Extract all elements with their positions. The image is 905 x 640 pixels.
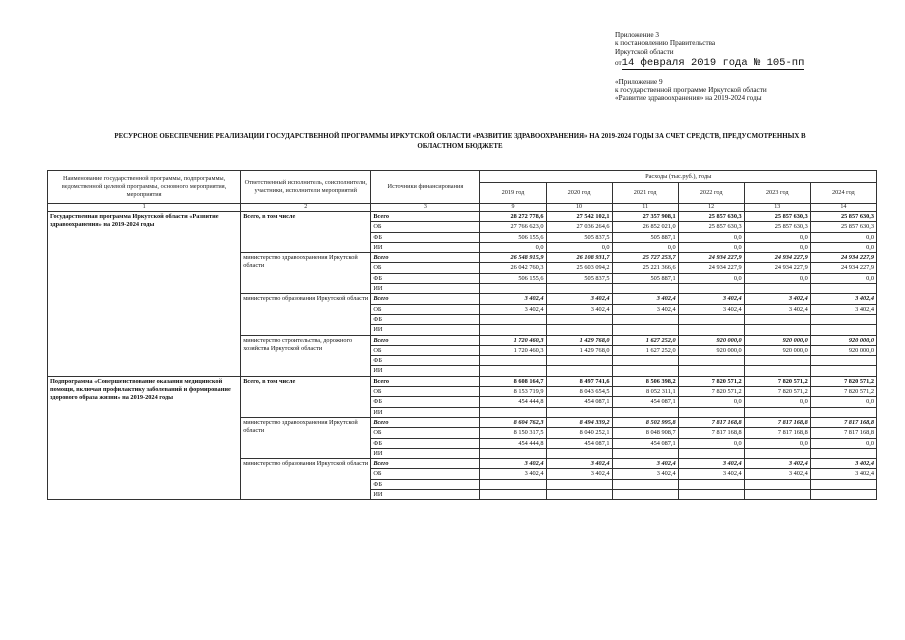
- source-cell: ИИ: [371, 284, 480, 294]
- amount-cell: 7 817 168,8: [744, 428, 810, 438]
- source-cell: ИИ: [371, 325, 480, 335]
- amount-cell: [546, 356, 612, 366]
- amount-cell: 8 604 762,3: [480, 417, 546, 427]
- header-expenses: Расходы (тыс.руб.), годы: [480, 171, 877, 183]
- amount-cell: 454 087,1: [546, 397, 612, 407]
- amount-cell: 26 548 915,9: [480, 253, 546, 263]
- amount-cell: 3 402,4: [480, 459, 546, 469]
- amount-cell: 3 402,4: [480, 469, 546, 479]
- amount-cell: [546, 314, 612, 324]
- amount-cell: [678, 314, 744, 324]
- source-cell: Всего: [371, 294, 480, 304]
- amount-cell: 7 820 571,2: [678, 376, 744, 386]
- program-name-cell: Государственная программа Иркутской области «Развитие здравоохранения» на 2019-2024 годы: [48, 212, 241, 377]
- amount-cell: 454 087,1: [612, 397, 678, 407]
- header-number: 13: [744, 204, 810, 212]
- amount-cell: 8 040 252,1: [546, 428, 612, 438]
- source-cell: Всего: [371, 212, 480, 222]
- amount-cell: 28 272 778,6: [480, 212, 546, 222]
- amount-cell: 3 402,4: [546, 294, 612, 304]
- amount-cell: 3 402,4: [612, 459, 678, 469]
- header-year: 2023 год: [744, 183, 810, 204]
- amount-cell: [612, 479, 678, 489]
- amount-cell: 3 402,4: [810, 469, 876, 479]
- amount-cell: [678, 448, 744, 458]
- amount-cell: [678, 407, 744, 417]
- header-number: 3: [371, 204, 480, 212]
- amount-cell: 505 887,1: [612, 273, 678, 283]
- amount-cell: 506 155,6: [480, 273, 546, 283]
- source-cell: ОБ: [371, 428, 480, 438]
- amount-cell: 3 402,4: [810, 459, 876, 469]
- amount-cell: 25 857 630,3: [810, 222, 876, 232]
- amount-cell: [480, 366, 546, 376]
- source-cell: ФБ: [371, 273, 480, 283]
- amount-cell: 24 934 227,9: [678, 263, 744, 273]
- header-year: 2019 год: [480, 183, 546, 204]
- amount-cell: [480, 325, 546, 335]
- amount-cell: 1 627 252,0: [612, 335, 678, 345]
- source-cell: ФБ: [371, 232, 480, 242]
- amount-cell: [480, 407, 546, 417]
- source-cell: ОБ: [371, 222, 480, 232]
- amount-cell: 25 857 630,3: [744, 212, 810, 222]
- amount-cell: [678, 490, 744, 500]
- amount-cell: 3 402,4: [612, 469, 678, 479]
- executor-cell: министерство здравоохранения Иркутской области: [241, 417, 371, 458]
- executor-cell: министерство строительства, дорожного хозяйства Иркутской области: [241, 335, 371, 376]
- amount-cell: [546, 490, 612, 500]
- table-row: [48, 376, 877, 386]
- amount-cell: 0,0: [678, 232, 744, 242]
- amount-cell: 0,0: [810, 397, 876, 407]
- amount-cell: 24 934 227,9: [744, 263, 810, 273]
- amount-cell: 3 402,4: [810, 304, 876, 314]
- amount-cell: [546, 366, 612, 376]
- amount-cell: 24 934 227,9: [810, 253, 876, 263]
- amount-cell: 3 402,4: [480, 304, 546, 314]
- amount-cell: 7 817 168,8: [678, 417, 744, 427]
- amount-cell: 25 857 630,3: [678, 212, 744, 222]
- header-year: 2021 год: [612, 183, 678, 204]
- amount-cell: [744, 284, 810, 294]
- amount-cell: [744, 366, 810, 376]
- amount-cell: 0,0: [810, 232, 876, 242]
- amount-cell: 0,0: [744, 273, 810, 283]
- amount-cell: 3 402,4: [480, 294, 546, 304]
- amount-cell: 920 000,0: [744, 345, 810, 355]
- amount-cell: 7 820 571,2: [744, 376, 810, 386]
- amount-cell: 3 402,4: [744, 294, 810, 304]
- resolution-label: к постановлению Правительства: [615, 39, 716, 48]
- amount-cell: [612, 356, 678, 366]
- amount-cell: 1 720 460,3: [480, 345, 546, 355]
- amount-cell: [744, 356, 810, 366]
- source-cell: Всего: [371, 253, 480, 263]
- program-name-label: «Развитие здравоохранения» на 2019-2024 годы: [615, 94, 762, 103]
- amount-cell: 506 155,6: [480, 232, 546, 242]
- amount-cell: 8 043 654,5: [546, 387, 612, 397]
- amount-cell: 24 934 227,9: [744, 253, 810, 263]
- amount-cell: [810, 407, 876, 417]
- amount-cell: [744, 314, 810, 324]
- source-cell: ИИ: [371, 448, 480, 458]
- source-cell: ФБ: [371, 356, 480, 366]
- amount-cell: 8 494 339,2: [546, 417, 612, 427]
- amount-cell: 920 000,0: [810, 335, 876, 345]
- amount-cell: 920 000,0: [810, 345, 876, 355]
- amount-cell: 27 357 908,1: [612, 212, 678, 222]
- amount-cell: 26 852 021,0: [612, 222, 678, 232]
- amount-cell: 7 820 571,2: [744, 387, 810, 397]
- appendix-label: Приложение 3: [615, 31, 659, 39]
- amount-cell: 3 402,4: [678, 304, 744, 314]
- amount-cell: [480, 479, 546, 489]
- header-year: 2020 год: [546, 183, 612, 204]
- amount-cell: [612, 325, 678, 335]
- amount-cell: 454 087,1: [612, 438, 678, 448]
- amount-cell: 0,0: [810, 242, 876, 252]
- amount-cell: [612, 407, 678, 417]
- amount-cell: [480, 490, 546, 500]
- executor-cell: министерство образования Иркутской области: [241, 459, 371, 500]
- amount-cell: 0,0: [678, 397, 744, 407]
- source-cell: ОБ: [371, 304, 480, 314]
- amount-cell: 7 817 168,8: [810, 417, 876, 427]
- amount-cell: 0,0: [744, 438, 810, 448]
- amount-cell: [546, 407, 612, 417]
- amount-cell: 0,0: [744, 397, 810, 407]
- header-number: 12: [678, 204, 744, 212]
- amount-cell: 3 402,4: [678, 469, 744, 479]
- amount-cell: [612, 314, 678, 324]
- order-prefix: от: [615, 58, 622, 67]
- amount-cell: [546, 325, 612, 335]
- source-cell: Всего: [371, 459, 480, 469]
- amount-cell: 3 402,4: [546, 469, 612, 479]
- header-number: 11: [612, 204, 678, 212]
- amount-cell: [546, 284, 612, 294]
- amount-cell: [810, 366, 876, 376]
- amount-cell: [546, 479, 612, 489]
- source-cell: Всего: [371, 376, 480, 386]
- amount-cell: 3 402,4: [678, 459, 744, 469]
- amount-cell: [612, 284, 678, 294]
- header-number: 9: [480, 204, 546, 212]
- header-number: 14: [810, 204, 876, 212]
- amount-cell: [612, 490, 678, 500]
- source-cell: Всего: [371, 417, 480, 427]
- executor-cell: министерство здравоохранения Иркутской области: [241, 253, 371, 294]
- amount-cell: [810, 479, 876, 489]
- amount-cell: 0,0: [612, 242, 678, 252]
- amount-cell: [810, 314, 876, 324]
- amount-cell: 26 108 931,7: [546, 253, 612, 263]
- amount-cell: [546, 448, 612, 458]
- amount-cell: 3 402,4: [678, 294, 744, 304]
- amount-cell: 7 820 571,2: [810, 387, 876, 397]
- amount-cell: 0,0: [810, 273, 876, 283]
- amount-cell: 8 153 719,9: [480, 387, 546, 397]
- amount-cell: [744, 448, 810, 458]
- amount-cell: 0,0: [810, 438, 876, 448]
- source-cell: ОБ: [371, 469, 480, 479]
- amount-cell: 454 444,8: [480, 438, 546, 448]
- amount-cell: 505 887,1: [612, 232, 678, 242]
- header-number: 10: [546, 204, 612, 212]
- header-number: 2: [241, 204, 371, 212]
- source-cell: ОБ: [371, 387, 480, 397]
- amount-cell: [810, 490, 876, 500]
- amount-cell: 27 036 264,6: [546, 222, 612, 232]
- amount-cell: 3 402,4: [546, 304, 612, 314]
- header-col-executor: Ответственный исполнитель, соисполнители, участники, исполнители мероприятий: [241, 171, 371, 204]
- amount-cell: 0,0: [678, 242, 744, 252]
- amount-cell: [810, 325, 876, 335]
- amount-cell: 8 506 398,2: [612, 376, 678, 386]
- amount-cell: 8 150 317,5: [480, 428, 546, 438]
- amount-cell: 25 857 630,3: [678, 222, 744, 232]
- amount-cell: [744, 407, 810, 417]
- amount-cell: 27 766 623,0: [480, 222, 546, 232]
- header-year: 2022 год: [678, 183, 744, 204]
- table-row: [48, 212, 877, 222]
- amount-cell: 8 052 311,1: [612, 387, 678, 397]
- amount-cell: 3 402,4: [744, 459, 810, 469]
- amount-cell: 8 048 908,7: [612, 428, 678, 438]
- source-cell: ИИ: [371, 490, 480, 500]
- program-ref-label: к государственной программе Иркутской области: [615, 86, 767, 95]
- amount-cell: [744, 325, 810, 335]
- header-year: 2024 год: [810, 183, 876, 204]
- amount-cell: 25 221 366,6: [612, 263, 678, 273]
- amount-cell: 505 837,5: [546, 232, 612, 242]
- source-cell: ОБ: [371, 263, 480, 273]
- amount-cell: 25 603 094,2: [546, 263, 612, 273]
- amount-cell: 0,0: [744, 232, 810, 242]
- amount-cell: 8 502 995,8: [612, 417, 678, 427]
- amount-cell: 920 000,0: [678, 345, 744, 355]
- amount-cell: 3 402,4: [744, 304, 810, 314]
- amount-cell: [810, 284, 876, 294]
- amount-cell: [678, 284, 744, 294]
- amount-cell: [810, 448, 876, 458]
- amount-cell: 8 608 164,7: [480, 376, 546, 386]
- amount-cell: 1 429 768,0: [546, 345, 612, 355]
- header-col-name: Наименование государственной программы, подпрограммы, ведомственной целевой программы, основного мероприятия, мероприятия: [48, 171, 241, 204]
- amount-cell: [612, 448, 678, 458]
- amount-cell: [678, 325, 744, 335]
- amount-cell: 0,0: [546, 242, 612, 252]
- order-handwritten: 14 февраля 2019 года № 105-пп: [621, 56, 805, 69]
- program-name-cell: Подпрограмма «Совершенствование оказания медицинской помощи, включая профилактику заболеваний и формирование здорового образа жизни» на 2019-2024 годы: [48, 376, 241, 500]
- amount-cell: 1 720 460,3: [480, 335, 546, 345]
- amount-cell: 7 817 168,8: [744, 417, 810, 427]
- executor-cell: Всего, в том числе: [241, 376, 371, 417]
- source-cell: ФБ: [371, 314, 480, 324]
- source-cell: ФБ: [371, 397, 480, 407]
- amount-cell: [480, 314, 546, 324]
- amount-cell: [678, 356, 744, 366]
- amount-cell: 3 402,4: [546, 459, 612, 469]
- amount-cell: 3 402,4: [612, 304, 678, 314]
- amount-cell: [744, 490, 810, 500]
- amount-cell: 920 000,0: [744, 335, 810, 345]
- amount-cell: 3 402,4: [810, 294, 876, 304]
- amount-cell: 7 820 571,2: [678, 387, 744, 397]
- amount-cell: 3 402,4: [612, 294, 678, 304]
- amount-cell: 25 857 630,3: [744, 222, 810, 232]
- amount-cell: 1 627 252,0: [612, 345, 678, 355]
- amount-cell: 7 820 571,2: [810, 376, 876, 386]
- amount-cell: 7 817 168,8: [678, 428, 744, 438]
- amount-cell: 0,0: [744, 242, 810, 252]
- amount-cell: 0,0: [678, 273, 744, 283]
- amount-cell: 454 444,8: [480, 397, 546, 407]
- source-cell: ФБ: [371, 438, 480, 448]
- amount-cell: [678, 479, 744, 489]
- source-cell: ИИ: [371, 242, 480, 252]
- order-line: [615, 57, 885, 69]
- source-cell: ИИ: [371, 407, 480, 417]
- table-body: [48, 212, 877, 500]
- amount-cell: 25 857 630,3: [810, 212, 876, 222]
- amount-cell: [678, 366, 744, 376]
- amount-cell: 24 934 227,9: [810, 263, 876, 273]
- source-cell: Всего: [371, 335, 480, 345]
- amount-cell: 1 429 768,0: [546, 335, 612, 345]
- amount-cell: [480, 448, 546, 458]
- appendix9-label: «Приложение 9: [615, 77, 663, 86]
- amount-cell: 7 817 168,8: [810, 428, 876, 438]
- executor-cell: Всего, в том числе: [241, 212, 371, 253]
- amount-cell: [810, 356, 876, 366]
- amount-cell: 0,0: [678, 438, 744, 448]
- amount-cell: [480, 356, 546, 366]
- source-cell: ОБ: [371, 345, 480, 355]
- executor-cell: министерство образования Иркутской области: [241, 294, 371, 335]
- amount-cell: 26 042 760,3: [480, 263, 546, 273]
- resource-table: [47, 170, 877, 500]
- amount-cell: [744, 479, 810, 489]
- amount-cell: 8 497 741,6: [546, 376, 612, 386]
- amount-cell: 454 087,1: [546, 438, 612, 448]
- amount-cell: 3 402,4: [744, 469, 810, 479]
- amount-cell: 920 000,0: [678, 335, 744, 345]
- amount-cell: 25 727 253,7: [612, 253, 678, 263]
- source-cell: ИИ: [371, 366, 480, 376]
- document-header: [615, 31, 885, 103]
- amount-cell: 27 542 102,1: [546, 212, 612, 222]
- amount-cell: [480, 284, 546, 294]
- amount-cell: [612, 366, 678, 376]
- amount-cell: 505 837,5: [546, 273, 612, 283]
- header-number: 1: [48, 204, 241, 212]
- header-col-source: Источники финансирования: [371, 171, 480, 204]
- region-label: Иркутской области: [615, 47, 674, 56]
- amount-cell: 24 934 227,9: [678, 253, 744, 263]
- amount-cell: 0,0: [480, 242, 546, 252]
- document-title: РЕСУРСНОЕ ОБЕСПЕЧЕНИЕ РЕАЛИЗАЦИИ ГОСУДАРСТВЕННОЙ ПРОГРАММЫ ИРКУТСКОЙ ОБЛАСТИ «РАЗВИТИЕ ЗДРАВООХРАНЕНИЯ» НА 2019-2024 ГОДЫ ЗА СЧЕТ СРЕДСТВ, ПРЕДУСМОТРЕННЫХ В ОБЛАСТНОМ БЮДЖЕТЕ: [114, 133, 806, 150]
- source-cell: ФБ: [371, 479, 480, 489]
